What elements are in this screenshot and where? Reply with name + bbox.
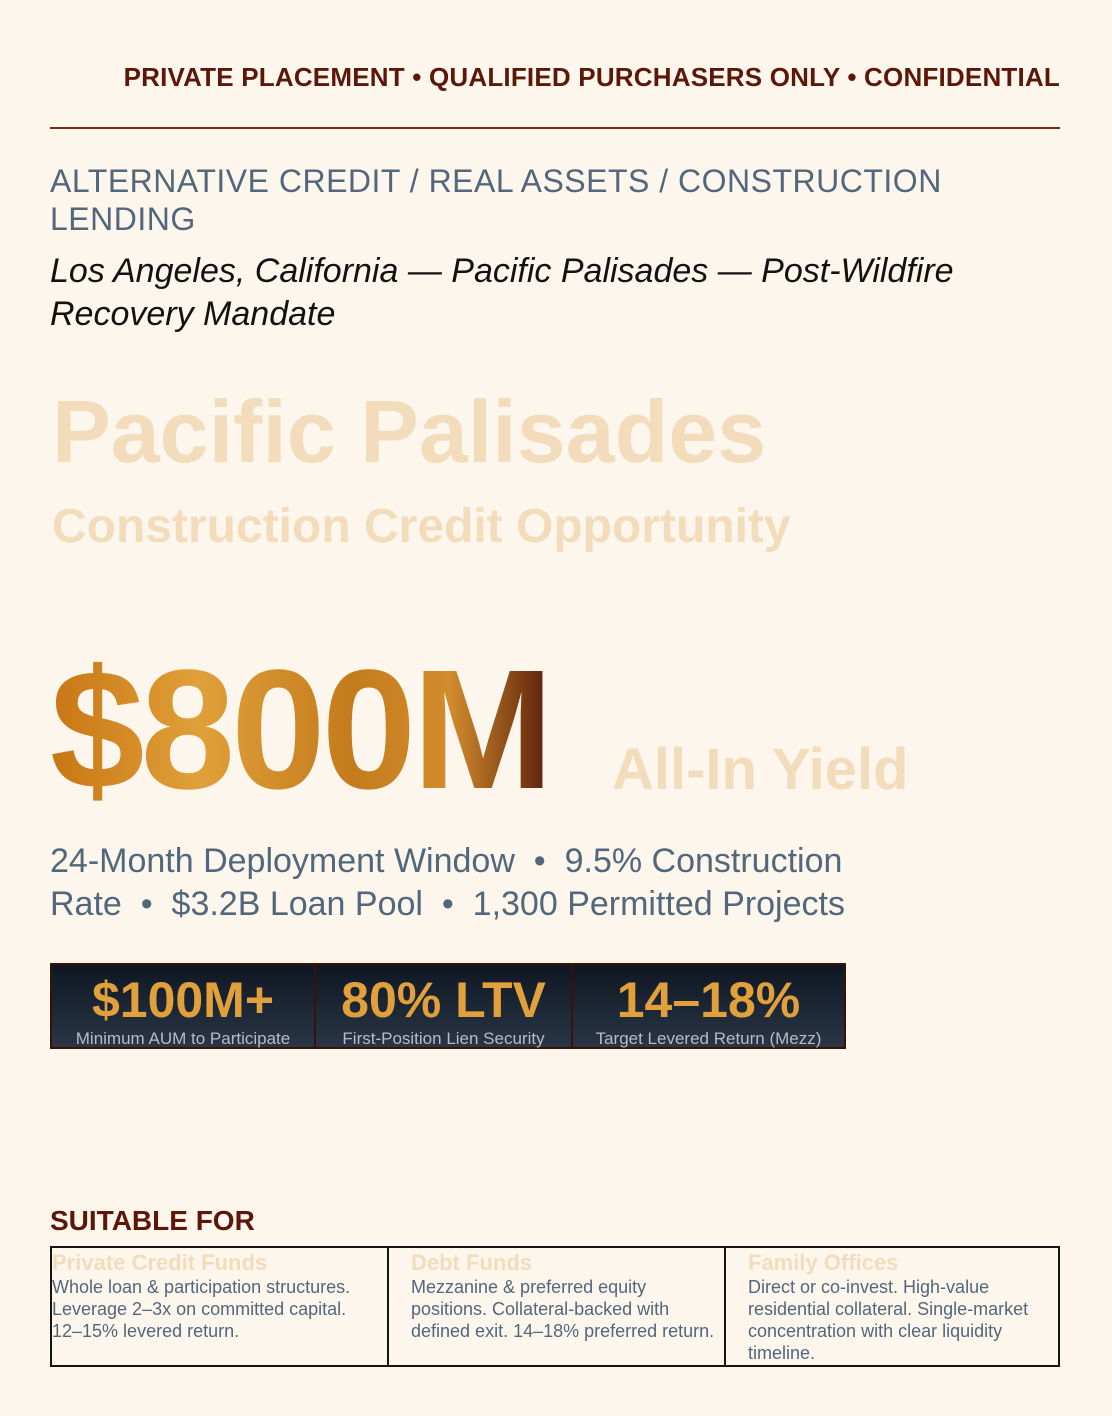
stat-label: First-Position Lien Security [342,1029,545,1048]
metric-separator: • [422,885,473,923]
metric-loan-pool: $3.2B Loan Pool [171,885,423,923]
stat-value: $100M+ [91,972,275,1028]
stat-label: Target Levered Return (Mezz) [595,1029,822,1048]
suitable-for-heading: SUITABLE FOR [50,1205,255,1236]
key-metrics-line [50,840,1060,926]
headline-amount: $800M [50,635,550,825]
metric-deployment-window: 24-Month Deployment Window [50,842,515,880]
suitable-card-private-credit-funds [52,1248,389,1365]
metric-separator: • [514,842,565,880]
suitable-for-grid [50,1246,1060,1367]
suitable-card-debt-funds [389,1248,726,1365]
confidentiality-banner: PRIVATE PLACEMENT • QUALIFIED PURCHASERS ONLY • CONFIDENTIAL [123,62,1060,92]
stat-card-ltv [316,965,573,1047]
stat-value: 80% LTV [341,972,546,1028]
suitable-card-title: Debt Funds [411,1250,532,1275]
metric-permitted-projects: 1,300 Permitted Projects [472,885,845,923]
suitable-card-title: Private Credit Funds [52,1250,268,1275]
stat-value: 14–18% [616,972,801,1028]
metric-separator: • [121,885,172,923]
suitable-card-family-offices [726,1248,1058,1365]
headline-amount-label: All-In Yield [612,737,909,802]
suitable-card-description: Whole loan & participation structures. Leverage 2–3x on committed capital. 12–15% levered return. [52,1277,351,1341]
stat-label: Minimum AUM to Participate [75,1029,291,1048]
stat-card-minimum-aum [52,965,316,1047]
suitable-card-description: Direct or co-invest. High-value residential collateral. Single-market concentration with clear liquidity timeline. [748,1277,1029,1363]
asset-category: ALTERNATIVE CREDIT / REAL ASSETS / CONSTRUCTION LENDING [50,163,942,237]
banner-divider [50,127,1060,129]
stat-strip [50,963,846,1049]
suitable-card-title: Family Offices [748,1250,899,1275]
stat-card-target-return [573,965,844,1047]
metric-construction-rate: 9.5% Construction Rate [50,842,843,923]
location-line: Los Angeles, California — Pacific Palisades — Post-Wildfire Recovery Mandate [50,252,954,333]
suitable-card-description: Mezzanine & preferred equity positions. Collateral-backed with defined exit. 14–18% preferred return. [411,1277,715,1341]
hero-subtitle: Construction Credit Opportunity [52,500,791,553]
hero-title: Pacific Palisades [52,382,767,481]
